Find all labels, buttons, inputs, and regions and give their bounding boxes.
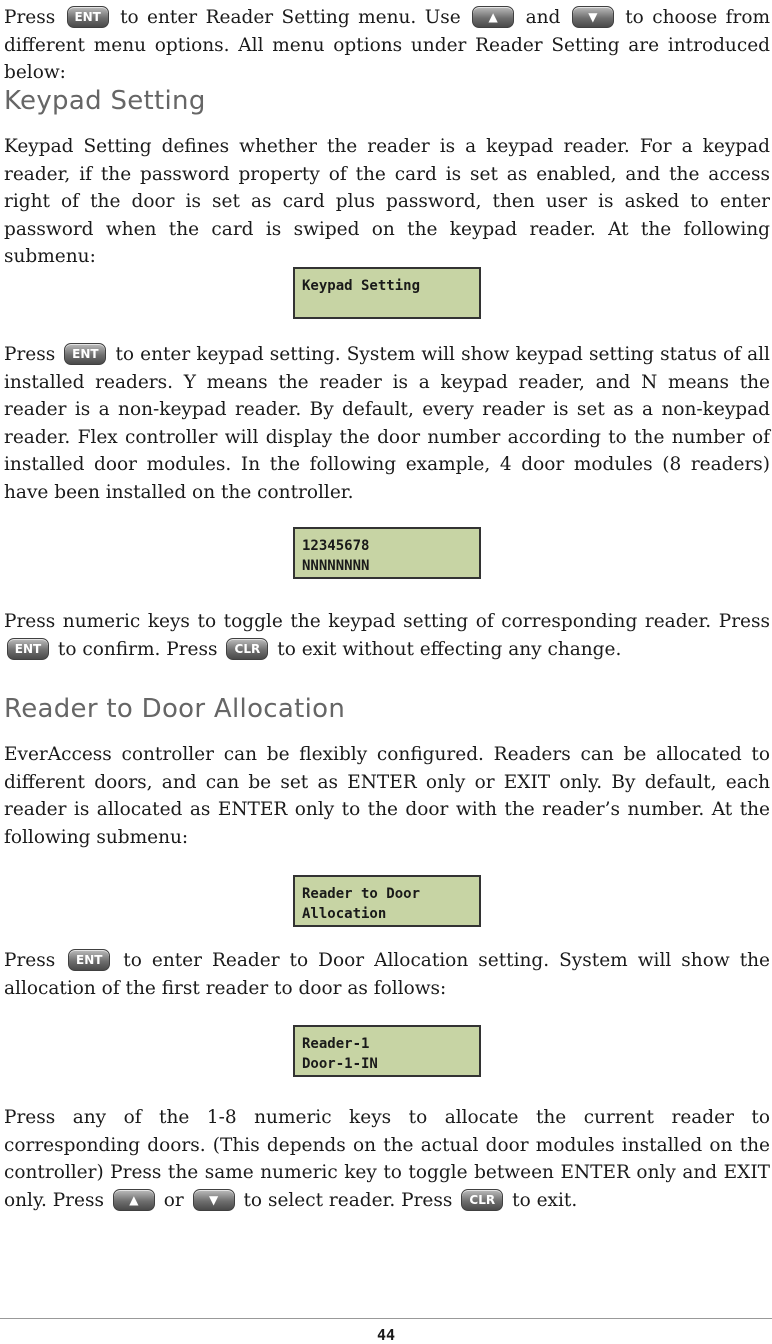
keypad-toggle-text-1: Press numeric keys to toggle the keypad setting of corresponding reader. Press — [4, 611, 770, 632]
lcd-display-keypad-setting — [293, 267, 481, 319]
lcd-line-1: 12345678 — [302, 538, 370, 554]
intro-text-3: and — [525, 7, 561, 28]
allocation-toggle-text-3: to select reader. Press — [243, 1189, 453, 1211]
allocation-toggle-text-1: Press any of the 1-8 numeric keys to allocate the current reader to corresponding doors. (This depends on the actual door modules installed on the controller) Press the same numeric key to toggle between ENTER only and EXIT only. Press — [4, 1107, 770, 1211]
ent-key-icon: ENT — [64, 343, 106, 365]
footer-divider — [0, 1318, 772, 1319]
down-arrow-key-icon: ▼ — [193, 1189, 235, 1211]
allocation-enter-text-2: to enter Reader to Door Allocation setting. System will show the allocation of the first reader to door as follows: — [4, 950, 770, 999]
reader-door-allocation-heading: Reader to Door Allocation — [4, 694, 346, 724]
lcd-line-1: Reader to Door — [302, 886, 421, 902]
lcd-line-2: NNNNNNNN — [302, 558, 370, 574]
up-arrow-key-icon: ▲ — [113, 1189, 155, 1211]
keypad-submenu-lcd-wrap — [4, 267, 770, 319]
allocation-status-lcd-wrap — [4, 1025, 770, 1077]
allocation-toggle-paragraph — [4, 1104, 770, 1214]
ent-key-icon: ENT — [7, 638, 49, 660]
allocation-submenu-lcd-wrap — [4, 875, 770, 927]
intro-text-2: to enter Reader Setting menu. Use — [120, 7, 461, 28]
clr-key-icon: CLR — [226, 638, 268, 660]
keypad-description: Keypad Setting defines whether the reader is a keypad reader. For a keypad reader, if the password property of the card is set as enabled, and the access right of the door is set as card plus password, then user is asked to enter password when the card is swiped on the keypad reader. At the following submenu: — [4, 136, 770, 267]
down-arrow-key-icon: ▼ — [572, 6, 614, 28]
allocation-description: EverAccess controller can be flexibly configured. Readers can be allocated to different doors, and can be set as ENTER only or EXIT only. By default, each reader is allocated as ENTER only to the door with the reader’s number. At the following submenu: — [4, 744, 770, 848]
lcd-line-1: Keypad Setting — [302, 278, 421, 294]
lcd-display-reader-door-status — [293, 1025, 481, 1077]
page-number: 44 — [376, 1326, 396, 1344]
keypad-toggle-text-2: to confirm. Press — [57, 638, 218, 660]
lcd-line-2: Door-1-IN — [302, 1056, 378, 1072]
lcd-line-2: Allocation — [302, 906, 387, 922]
lcd-line-1: Reader-1 — [302, 1036, 370, 1052]
keypad-toggle-paragraph — [4, 608, 770, 663]
intro-paragraph — [4, 4, 770, 87]
keypad-enter-text-1: Press — [4, 344, 56, 365]
intro-text-1: Press — [4, 7, 56, 28]
intro-text-4: to choose from different menu options. All menu options under Reader Setting are introduced below: — [4, 7, 770, 83]
keypad-setting-heading: Keypad Setting — [4, 86, 206, 116]
keypad-enter-text-2: to enter keypad setting. System will show keypad setting status of all installed readers. Y means the reader is a keypad reader, and N means the reader is a non-keypad reader. By default, every reader is set as a non-keypad reader. Flex controller will display the door number according to the number of installed door modules. In the following example, 4 door modules (8 readers) have been installed on the controller. — [4, 344, 770, 503]
keypad-status-lcd-wrap — [4, 527, 770, 579]
keypad-enter-paragraph — [4, 341, 770, 506]
clr-key-icon: CLR — [461, 1189, 503, 1211]
allocation-toggle-text-4: to exit. — [512, 1189, 578, 1211]
ent-key-icon: ENT — [67, 6, 109, 28]
lcd-display-keypad-status — [293, 527, 481, 579]
ent-key-icon: ENT — [68, 949, 110, 971]
allocation-enter-text-1: Press — [4, 950, 56, 971]
lcd-display-reader-to-door — [293, 875, 481, 927]
keypad-toggle-text-3: to exit without effecting any change. — [277, 638, 622, 660]
up-arrow-key-icon: ▲ — [472, 6, 514, 28]
allocation-toggle-text-2: or — [163, 1189, 184, 1211]
allocation-enter-paragraph — [4, 947, 770, 1002]
